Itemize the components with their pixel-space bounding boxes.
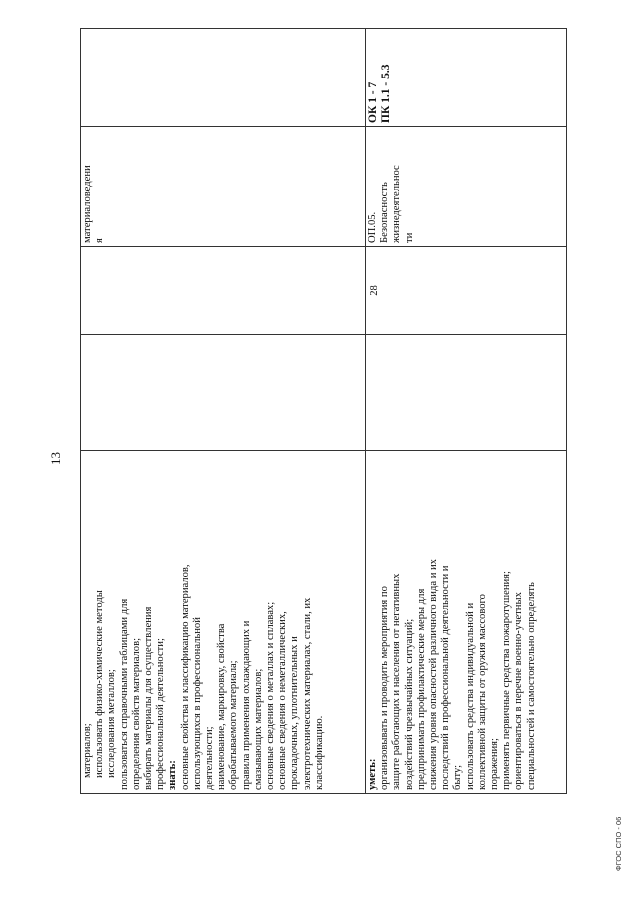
content-line: применять первичные средства пожаротушения; bbox=[501, 571, 513, 790]
content-line: организовывать и проводить мероприятия по bbox=[379, 586, 391, 790]
empty-cell bbox=[366, 335, 567, 451]
content-line: ориентироваться в перечне военно-учетных bbox=[513, 592, 525, 790]
professional-competency: ПК 1.1 - 5.3 bbox=[380, 64, 392, 123]
content-line: использовать физико-химические методы bbox=[94, 590, 106, 778]
content-line: основные свойства и классификацию материалов, bbox=[179, 564, 191, 790]
page-number: 13 bbox=[48, 452, 63, 465]
footer-mark: ФГОС СПО - 06 bbox=[614, 816, 623, 871]
content-line: поражения; bbox=[489, 737, 501, 790]
general-competency: ОК 1 - 7 bbox=[367, 81, 379, 123]
content-cell bbox=[81, 451, 366, 794]
content-cell bbox=[366, 451, 567, 794]
discipline-line: ти bbox=[403, 232, 415, 243]
discipline-line: я bbox=[94, 238, 106, 243]
competency-cell bbox=[81, 29, 366, 127]
hours-cell bbox=[366, 247, 567, 335]
content-line: предпринимать профилактические меры для bbox=[415, 588, 427, 790]
content-line: электротехнических материалах, стали, их bbox=[301, 597, 313, 790]
content-line: основные сведения о неметаллических, bbox=[277, 611, 289, 790]
discipline-cell bbox=[366, 127, 567, 247]
content-line: основные сведения о металлах и сплавах; bbox=[265, 601, 277, 790]
content-line: выбирать материалы для осуществления bbox=[143, 606, 155, 790]
content-line: профессиональной деятельности; bbox=[155, 638, 167, 790]
content-line: обрабатываемого материала; bbox=[228, 660, 240, 790]
empty-cell bbox=[81, 335, 366, 451]
content-line: классификацию. bbox=[313, 715, 325, 790]
content-line: быту; bbox=[452, 764, 464, 790]
competency-cell bbox=[366, 29, 567, 127]
content-line: коллективной защиты от оружия массового bbox=[476, 594, 488, 790]
content-line: деятельности; bbox=[204, 726, 216, 790]
content-line: снижения уровня опасностей различного вида и их bbox=[428, 559, 440, 790]
content-line: защите работающих и населения от негативных bbox=[391, 573, 403, 790]
content-line: исследования металлов; bbox=[106, 669, 118, 778]
discipline-line: материаловедени bbox=[82, 165, 93, 243]
content-line: специальностей и самостоятельно определять bbox=[525, 582, 537, 790]
content-line: прокладочных, уплотнительных и bbox=[289, 636, 301, 790]
discipline-line: жизнедеятельнос bbox=[391, 165, 403, 243]
standard-requirements-table bbox=[80, 28, 567, 794]
content-line: материалов; bbox=[82, 723, 93, 778]
discipline-line: Безопасность bbox=[379, 182, 391, 243]
discipline-code: ОП.05. bbox=[367, 211, 378, 243]
table-row bbox=[81, 29, 366, 794]
content-line: наименование, маркировку, свойства bbox=[216, 623, 228, 790]
hours-value: 28 bbox=[369, 285, 380, 296]
content-line: последствий в профессиональной деятельности и bbox=[440, 565, 452, 790]
content-line: использующихся в профессиональной bbox=[191, 617, 203, 790]
can-label: уметь: bbox=[367, 758, 378, 790]
content-line: использовать средства индивидуальной и bbox=[464, 602, 476, 790]
content-line: воздействий чрезвычайных ситуаций; bbox=[403, 618, 415, 790]
know-label: знать: bbox=[167, 760, 179, 790]
content-line: смазывающих материалов; bbox=[252, 668, 264, 790]
content-line: пользоваться справочными таблицами для bbox=[118, 598, 130, 790]
table-row bbox=[366, 29, 567, 794]
hours-cell bbox=[81, 247, 366, 335]
content-line: определения свойств материалов; bbox=[130, 637, 142, 790]
content-line: правила применения охлаждающих и bbox=[240, 620, 252, 790]
discipline-cell bbox=[81, 127, 366, 247]
